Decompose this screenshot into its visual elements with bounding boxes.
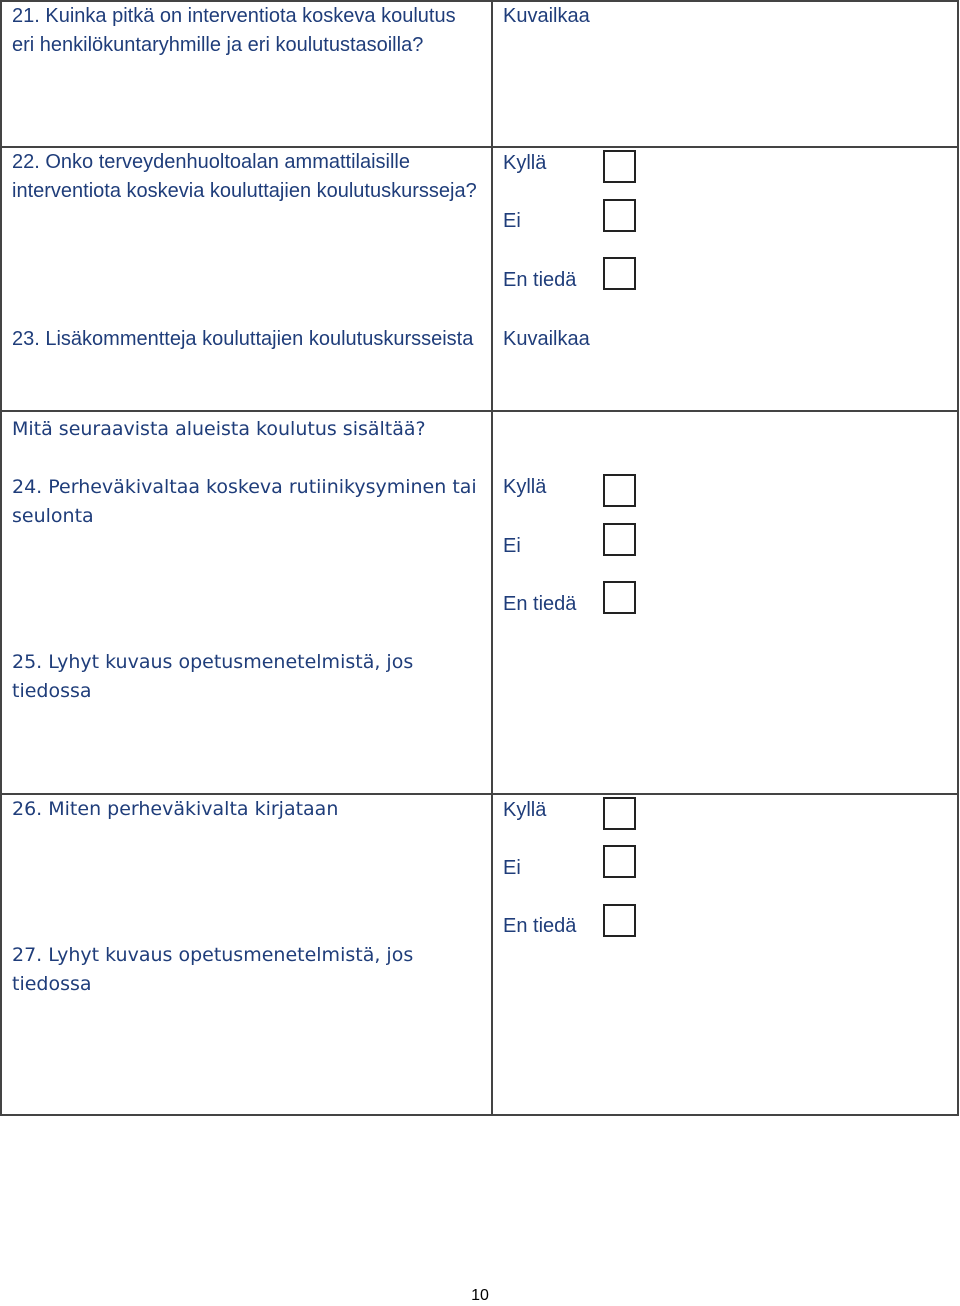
option-22-yes: Kyllä (503, 152, 547, 174)
checkbox-22-yes[interactable] (603, 150, 636, 183)
checkbox-24-yes[interactable] (603, 474, 636, 507)
row-divider-section (0, 410, 959, 412)
question-21: 21. Kuinka pitkä on interventiota koskeva koulutus eri henkilökuntaryhmille ja eri koulutustasoilla? (12, 5, 456, 56)
checkbox-22-unknown[interactable] (603, 257, 636, 290)
checkbox-26-unknown[interactable] (603, 904, 636, 937)
question-24: 24. Perheväkivaltaa koskeva rutiinikysyminen tai seulonta (12, 476, 477, 527)
option-26-yes: Kyllä (503, 799, 547, 821)
page-number: 10 (471, 1287, 489, 1304)
answer-label-21: Kuvailkaa (503, 5, 590, 27)
option-24-unknown: En tiedä (503, 593, 577, 615)
table-border-left (0, 0, 2, 1116)
checkbox-24-unknown[interactable] (603, 581, 636, 614)
table-column-divider (491, 0, 493, 1116)
option-26-unknown: En tiedä (503, 915, 577, 937)
checkbox-24-no[interactable] (603, 523, 636, 556)
question-22: 22. Onko terveydenhuoltoalan ammattilaisille interventiota koskevia kouluttajien koulutuskursseja? (12, 151, 477, 202)
question-26: 26. Miten perheväkivalta kirjataan (12, 798, 339, 820)
section-heading: Mitä seuraavista alueista koulutus sisältää? (12, 418, 426, 440)
checkbox-26-yes[interactable] (603, 797, 636, 830)
question-23: 23. Lisäkommentteja kouluttajien koulutuskursseista (12, 328, 474, 350)
option-26-no: Ei (503, 857, 521, 879)
table-border-bottom (0, 1114, 959, 1116)
answer-label-23: Kuvailkaa (503, 328, 590, 350)
table-border-right (957, 0, 959, 1116)
question-25: 25. Lyhyt kuvaus opetusmenetelmistä, jos tiedossa (12, 651, 414, 702)
option-22-unknown: En tiedä (503, 269, 577, 291)
option-24-no: Ei (503, 535, 521, 557)
question-27: 27. Lyhyt kuvaus opetusmenetelmistä, jos tiedossa (12, 944, 414, 995)
option-22-no: Ei (503, 210, 521, 232)
checkbox-22-no[interactable] (603, 199, 636, 232)
checkbox-26-no[interactable] (603, 845, 636, 878)
option-24-yes: Kyllä (503, 476, 547, 498)
